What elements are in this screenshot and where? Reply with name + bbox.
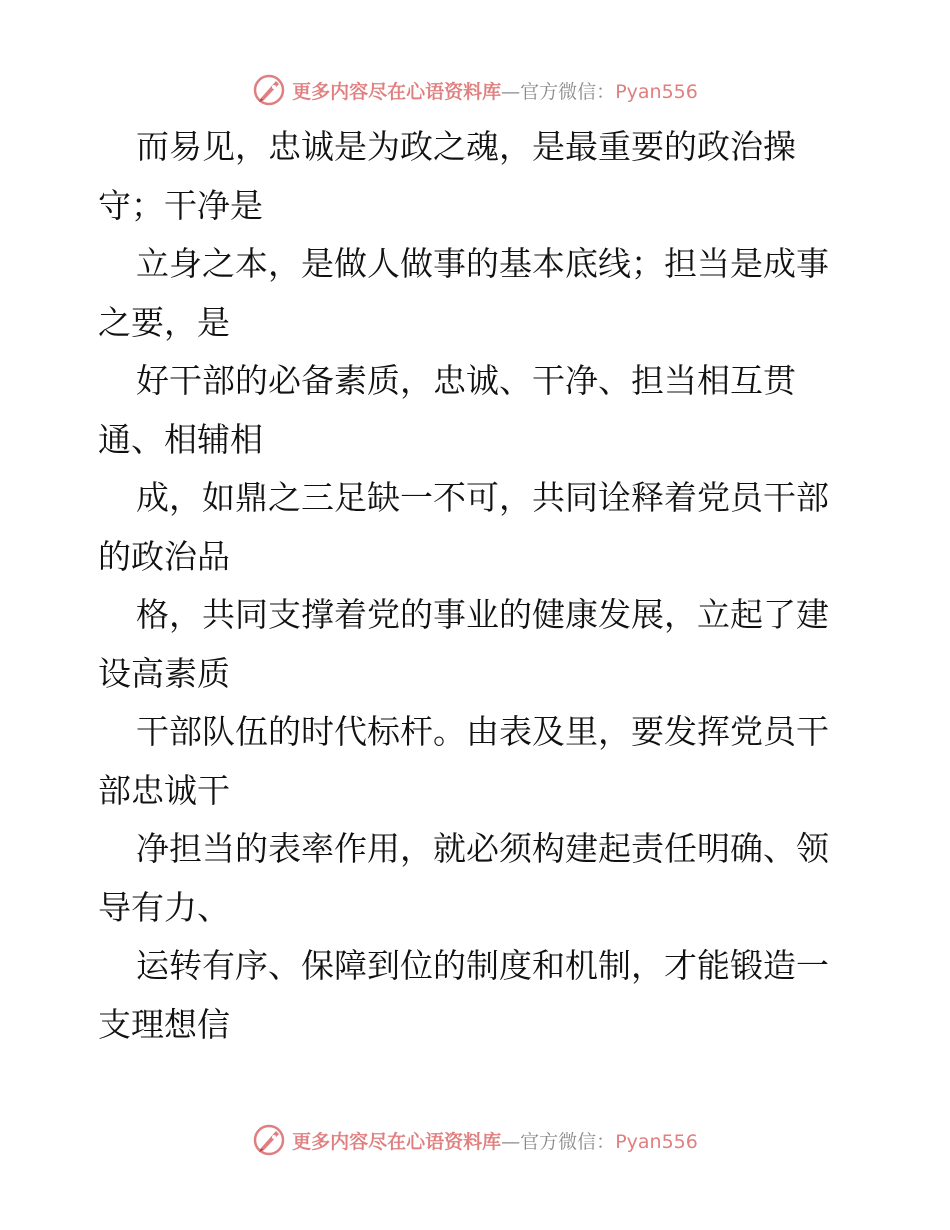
watermark-id: Pyan556 <box>615 80 698 103</box>
text-line-16: 支理想信 <box>98 1004 230 1044</box>
text-line-10: 设高素质 <box>98 653 230 693</box>
watermark-main: 更多内容尽在心语资料库 <box>292 80 502 103</box>
document-body <box>98 118 858 1054</box>
header-watermark <box>0 70 950 110</box>
watermark-text <box>292 77 698 104</box>
quill-pen-logo-icon <box>252 1123 286 1157</box>
watermark-main: 更多内容尽在心语资料库 <box>292 1130 502 1153</box>
text-line-13: 净担当的表率作用，就必须构建起责任明确、领 <box>136 829 829 868</box>
footer-watermark <box>0 1120 950 1160</box>
text-line-3: 立身之本，是做人做事的基本底线；担当是成事 <box>136 244 829 283</box>
watermark-dash: — <box>501 80 521 103</box>
text-line-12: 部忠诚干 <box>98 770 230 810</box>
text-line-4: 之要，是 <box>98 302 230 342</box>
text-line-14: 导有力、 <box>98 887 230 927</box>
text-line-11: 干部队伍的时代标杆。由表及里，要发挥党员干 <box>136 712 829 751</box>
watermark-label: 官方微信： <box>520 80 616 103</box>
text-line-8: 的政治品 <box>98 536 230 576</box>
watermark-label: 官方微信： <box>520 1130 616 1153</box>
text-line-6: 通、相辅相 <box>98 419 263 459</box>
watermark-dash: — <box>501 1130 521 1153</box>
text-line-15: 运转有序、保障到位的制度和机制，才能锻造一 <box>136 946 829 985</box>
text-line-2: 守；干净是 <box>98 185 263 225</box>
watermark-text <box>292 1127 698 1154</box>
text-line-5: 好干部的必备素质，忠诚、干净、担当相互贯 <box>136 361 796 400</box>
quill-pen-logo-icon <box>252 73 286 107</box>
text-line-9: 格，共同支撑着党的事业的健康发展，立起了建 <box>136 595 829 634</box>
watermark-id: Pyan556 <box>615 1130 698 1153</box>
text-line-1: 而易见，忠诚是为政之魂，是最重要的政治操 <box>136 127 796 166</box>
text-line-7: 成，如鼎之三足缺一不可，共同诠释着党员干部 <box>136 478 829 517</box>
